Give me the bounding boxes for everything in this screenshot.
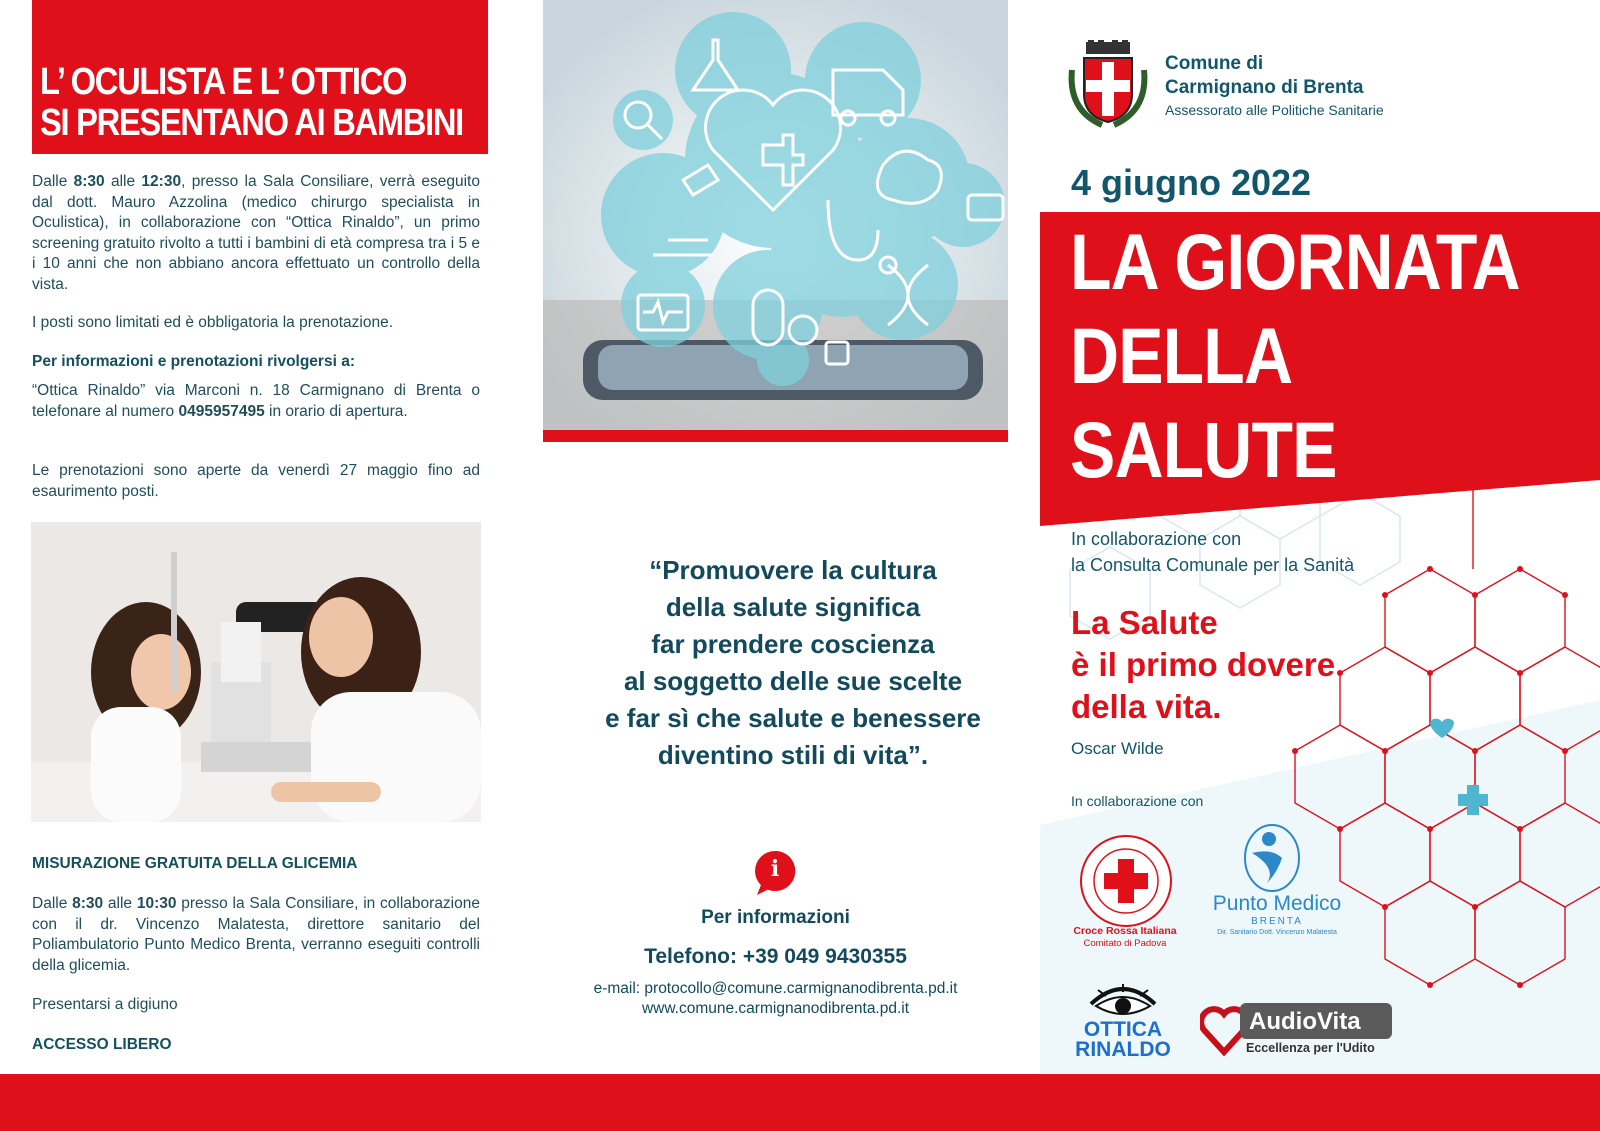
quote-author: Oscar Wilde [1071, 739, 1164, 758]
eye-logo-icon [1088, 982, 1158, 1018]
municipality-name [1165, 52, 1363, 100]
info-title: Per informazioni [701, 907, 850, 928]
info-booking-heading: Per informazioni e prenotazioni rivolgersi a: [32, 353, 355, 370]
event-title-line-2: DELLA [1070, 311, 1293, 400]
event-date: 4 giugno 2022 [1071, 162, 1312, 203]
info-icon-glyph: i [770, 856, 780, 882]
red-cross-name: Croce Rossa Italiana [1073, 925, 1177, 937]
red-cross-committee: Comitato di Padova [1083, 938, 1167, 949]
event-title [1070, 215, 1520, 497]
limited-places-text: I posti sono limitati ed è obbligatoria la prenotazione. [32, 314, 394, 331]
footer-red-bar [0, 1074, 1600, 1131]
free-access-label: ACCESSO LIBERO [32, 1036, 172, 1053]
slogan-line-3: della vita. [1071, 688, 1222, 725]
headline-title [40, 61, 463, 144]
image-red-bar [543, 430, 1008, 442]
quote-line: far prendere coscienza [651, 629, 935, 659]
collaboration-text [1071, 526, 1354, 578]
quote-line: “Promuovere la cultura [649, 555, 937, 585]
collaboration-line-1: In collaborazione con [1071, 529, 1242, 549]
eye-exam-photo [31, 522, 481, 822]
ottica-contact-paragraph: “Ottica Rinaldo” via Marconi n. 18 Carmignano di Brenta o telefonare al numero 0495957495 in orario di apertura. [32, 382, 480, 420]
health-icons-image [543, 0, 1008, 430]
website-url: www.comune.carmignanodibrenta.pd.it [641, 1000, 910, 1017]
collaboration-line-2: la Consulta Comunale per la Sanità [1071, 555, 1355, 575]
headline-line-1: L’ OCULISTA E L’ OTTICO [40, 61, 407, 103]
slogan-line-1: La Salute [1071, 604, 1218, 641]
municipality-line-2: Carmignano di Brenta [1165, 77, 1364, 98]
punto-medico-director: Dir. Sanitario Dott. Vincenzo Malatesta [1217, 929, 1337, 936]
ottica-line-1: OTTICA [1083, 1018, 1163, 1041]
fasting-note: Presentarsi a digiuno [32, 996, 178, 1013]
quote-line: e far sì che salute e benessere [605, 703, 981, 733]
coat-of-arms-logo [1068, 40, 1148, 130]
punto-medico-location: BRENTA [1251, 916, 1303, 927]
quote-line: al soggetto delle sue scelte [623, 666, 963, 696]
punto-medico-logo [1242, 823, 1302, 893]
quote-line: diventino stili di vita”. [657, 740, 929, 770]
slogan [1071, 602, 1335, 728]
phone-number: Telefono: +39 049 9430355 [644, 945, 907, 968]
punto-medico-name: Punto Medico [1212, 892, 1342, 915]
ottica-line-2: RINALDO [1075, 1038, 1171, 1061]
red-cross-logo [1078, 833, 1174, 929]
contact-email: e-mail: protocollo@comune.carmignanodibrenta.pd.it [593, 980, 958, 997]
screening-paragraph: Dalle 8:30 alle 12:30, presso la Sala Consiliare, verrà eseguito dal dott. Mauro Azzolina (medico chirurgo specialista in Oculistica), in collaborazione con “Ottica Rinaldo”, un primo screening gratuito rivolto a tutti i bambini di età compresa tra i 5 e i 10 anni che non abbiano ancora effettuato un controllo della vista. [32, 173, 481, 293]
event-title-line-1: LA GIORNATA [1070, 217, 1520, 306]
slogan-line-2: è il primo dovere [1071, 646, 1336, 683]
ottica-rinaldo-logo [1063, 1020, 1183, 1060]
quote-line: della salute significa [665, 592, 921, 622]
headline-line-2: SI PRESENTANO AI BAMBINI [40, 102, 463, 144]
health-quote [558, 552, 1028, 774]
audiovita-tagline: Eccellenza per l'Udito [1246, 1041, 1375, 1055]
event-title-line-3: SALUTE [1070, 405, 1337, 494]
partners-label: In collaborazione con [1071, 793, 1204, 809]
municipality-line-1: Comune di [1165, 53, 1264, 74]
audiovita-name: AudioVita [1249, 1008, 1361, 1035]
info-icon [753, 849, 797, 897]
booking-dates-text: Le prenotazioni sono aperte da venerdì 27 maggio fino ad esaurimento posti. [32, 462, 480, 500]
department-name: Assessorato alle Politiche Sanitarie [1165, 102, 1384, 118]
glycemia-heading: MISURAZIONE GRATUITA DELLA GLICEMIA [32, 855, 358, 872]
glycemia-paragraph: Dalle 8:30 alle 10:30 presso la Sala Consiliare, in collaborazione con il dr. Vincenzo Malatesta, direttore sanitario del Poliambulatorio Punto Medico Brenta, verranno eseguiti controlli della glicemia. [32, 895, 480, 974]
